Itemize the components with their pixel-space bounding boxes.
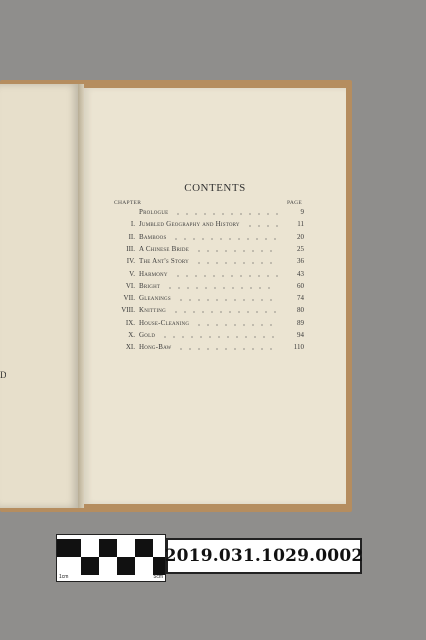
toc-page-number: 43 bbox=[297, 269, 304, 278]
leader-dots bbox=[161, 331, 282, 343]
toc-chapter-title: Gleanings bbox=[139, 294, 171, 303]
checkerboard-scale bbox=[57, 535, 165, 581]
toc-chapter-title: A Chinese Bride bbox=[139, 244, 189, 253]
toc-chapter-number: IX. bbox=[125, 318, 135, 327]
toc-row bbox=[84, 245, 346, 257]
toc-chapter-title: Prologue bbox=[139, 208, 169, 216]
toc-row bbox=[84, 294, 346, 306]
leader-dots bbox=[195, 319, 282, 331]
toc-page-number: 11 bbox=[297, 220, 304, 229]
toc-page-number: 110 bbox=[293, 343, 304, 352]
leader-dots bbox=[172, 306, 282, 318]
toc-row bbox=[84, 270, 346, 282]
chapter-column-label: CHAPTER bbox=[114, 200, 142, 206]
toc-chapter-number: VIII. bbox=[121, 306, 135, 315]
toc-row bbox=[84, 233, 346, 245]
left-page bbox=[0, 84, 80, 508]
color-scale-bar bbox=[56, 534, 166, 582]
toc-page-number: 80 bbox=[297, 306, 304, 315]
toc-chapter-number: I. bbox=[130, 220, 135, 229]
page-title: CONTENTS bbox=[184, 182, 246, 194]
toc-chapter-number: III. bbox=[126, 244, 135, 253]
toc-chapter-number: II. bbox=[128, 232, 135, 241]
left-page-edge-text: D bbox=[0, 370, 6, 380]
toc-chapter-number: XI. bbox=[125, 343, 135, 352]
toc-chapter-title: Knitting bbox=[139, 306, 166, 315]
catalog-number-label bbox=[166, 538, 362, 574]
leader-dots bbox=[166, 282, 282, 294]
scale-left-unit: 1cm bbox=[59, 574, 69, 580]
leader-dots bbox=[174, 208, 282, 220]
toc-page-number: 89 bbox=[297, 318, 304, 327]
toc-chapter-title: Harmony bbox=[139, 269, 168, 278]
page-column-label: PAGE bbox=[287, 200, 303, 206]
toc-chapter-title: Bamboos bbox=[139, 232, 167, 241]
toc-chapter-number: IV. bbox=[126, 257, 135, 266]
leader-dots bbox=[195, 257, 282, 269]
toc-page-number: 25 bbox=[297, 244, 304, 253]
toc-row bbox=[84, 208, 346, 220]
toc-chapter-title: Jumbled Geography and History bbox=[139, 220, 240, 229]
toc-chapter-number: VI. bbox=[125, 281, 135, 290]
toc-chapter-number: X. bbox=[128, 331, 135, 339]
leader-dots bbox=[246, 220, 282, 232]
toc-page-number: 36 bbox=[297, 257, 304, 266]
toc-chapter-number: VII. bbox=[123, 294, 135, 303]
toc-chapter-number: V. bbox=[129, 269, 135, 278]
toc-chapter-title: Hong-Baw bbox=[139, 343, 172, 352]
toc-page-number: 20 bbox=[297, 232, 304, 241]
leader-dots bbox=[174, 270, 282, 282]
toc-page-number: 60 bbox=[297, 281, 304, 290]
leader-dots bbox=[172, 233, 282, 245]
toc-row bbox=[84, 319, 346, 331]
contents-page bbox=[84, 88, 346, 504]
toc-page-number: 9 bbox=[300, 208, 304, 216]
leader-dots bbox=[177, 343, 282, 355]
toc-chapter-title: Gold bbox=[139, 331, 156, 339]
toc-chapter-title: Bright bbox=[139, 281, 161, 290]
toc-row bbox=[84, 257, 346, 269]
toc-row bbox=[84, 331, 346, 343]
catalog-number: 2019.031.1029.0002 bbox=[164, 546, 364, 566]
toc-page-number: 94 bbox=[297, 331, 304, 339]
toc-row bbox=[84, 282, 346, 294]
toc-chapter-title: House-Cleaning bbox=[139, 318, 190, 327]
toc-chapter-title: The Ant's Story bbox=[139, 257, 189, 266]
leader-dots bbox=[195, 245, 282, 257]
toc-page-number: 74 bbox=[297, 294, 304, 303]
leader-dots bbox=[177, 294, 282, 306]
toc-row bbox=[84, 306, 346, 318]
toc-row bbox=[84, 343, 346, 355]
toc-row bbox=[84, 220, 346, 232]
scale-right-unit: 5cm bbox=[153, 574, 163, 580]
